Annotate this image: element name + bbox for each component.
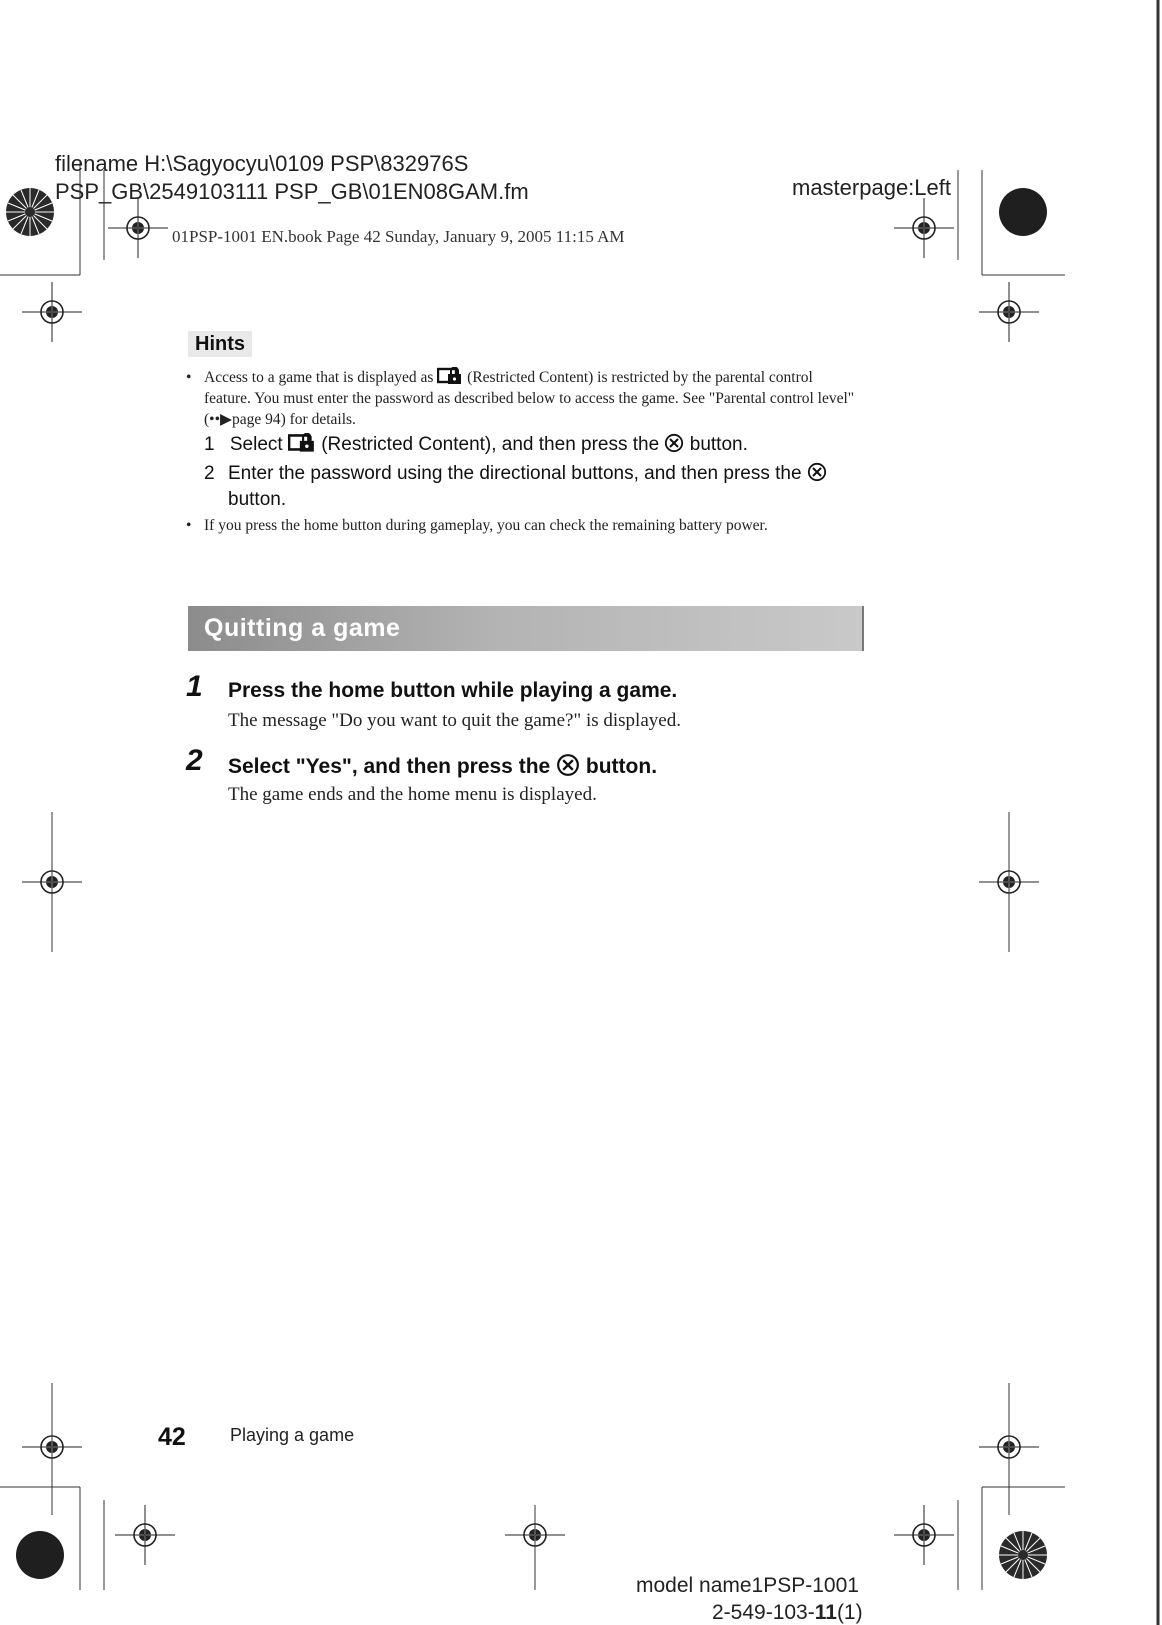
solid-circle-mark-top-right xyxy=(999,188,1047,236)
footer-section-name: Playing a game xyxy=(230,1425,355,1445)
bullet-dot: • xyxy=(186,369,192,386)
page-reference-arrow: ••▶ xyxy=(209,411,232,428)
step-2-description: The game ends and the home menu is displayed. xyxy=(228,784,597,805)
section-title: Quitting a game xyxy=(204,614,401,642)
book-info: 01PSP-1001 EN.book Page 42 Sunday, January 9, 2005 11:15 AM xyxy=(172,227,625,246)
hint-bullet-2: • If you press the home button during gameplay, you can check the remaining battery power. xyxy=(186,517,768,534)
step-1-description: The message "Do you want to quit the game?" is displayed. xyxy=(228,710,681,731)
starburst-mark-top-left xyxy=(6,188,54,236)
bullet-dot: • xyxy=(186,517,192,534)
starburst-mark-bottom-right xyxy=(999,1531,1047,1579)
step-2-heading: Select "Yes", and then press the button. xyxy=(228,755,658,778)
cross-button-icon xyxy=(664,433,684,453)
filename-line-2: PSP_GB\2549103111 PSP_GB\01EN08GAM.fm xyxy=(55,179,529,204)
substep-number: 2 xyxy=(204,463,215,484)
model-code: 2-549-103-11(1) xyxy=(712,1601,863,1624)
hints-section xyxy=(188,333,252,356)
hint-substep-1: 1 Select (Restricted Content), and then press the button. xyxy=(204,434,748,455)
hints-label: Hints xyxy=(188,331,252,357)
section-banner xyxy=(188,606,864,651)
cross-button-icon xyxy=(807,462,827,482)
step-2-number: 2 xyxy=(186,744,203,777)
model-name: model name1PSP-1001 xyxy=(636,1574,859,1597)
filename-line-1: filename H:\Sagyocyu\0109 PSP\832976S xyxy=(55,151,469,176)
masterpage-label: masterpage:Left xyxy=(792,175,951,200)
cross-button-icon xyxy=(556,753,580,777)
restricted-content-icon xyxy=(288,433,316,453)
hint-substep-2: 2 Enter the password using the directional buttons, and then press the button. xyxy=(204,461,874,513)
restricted-content-icon xyxy=(437,367,463,385)
page-number: 42 xyxy=(158,1423,186,1451)
step-1-heading: Press the home button while playing a game. xyxy=(228,679,678,702)
step-1-number: 1 xyxy=(186,670,203,703)
substep-number: 1 xyxy=(204,434,215,455)
hint-bullet-1: • Access to a game that is displayed as (Restricted Content) is restricted by the parental control feature. You must enter the password as described below to access the game. See "Parental control level" (••▶page 94) for details. xyxy=(186,369,855,428)
